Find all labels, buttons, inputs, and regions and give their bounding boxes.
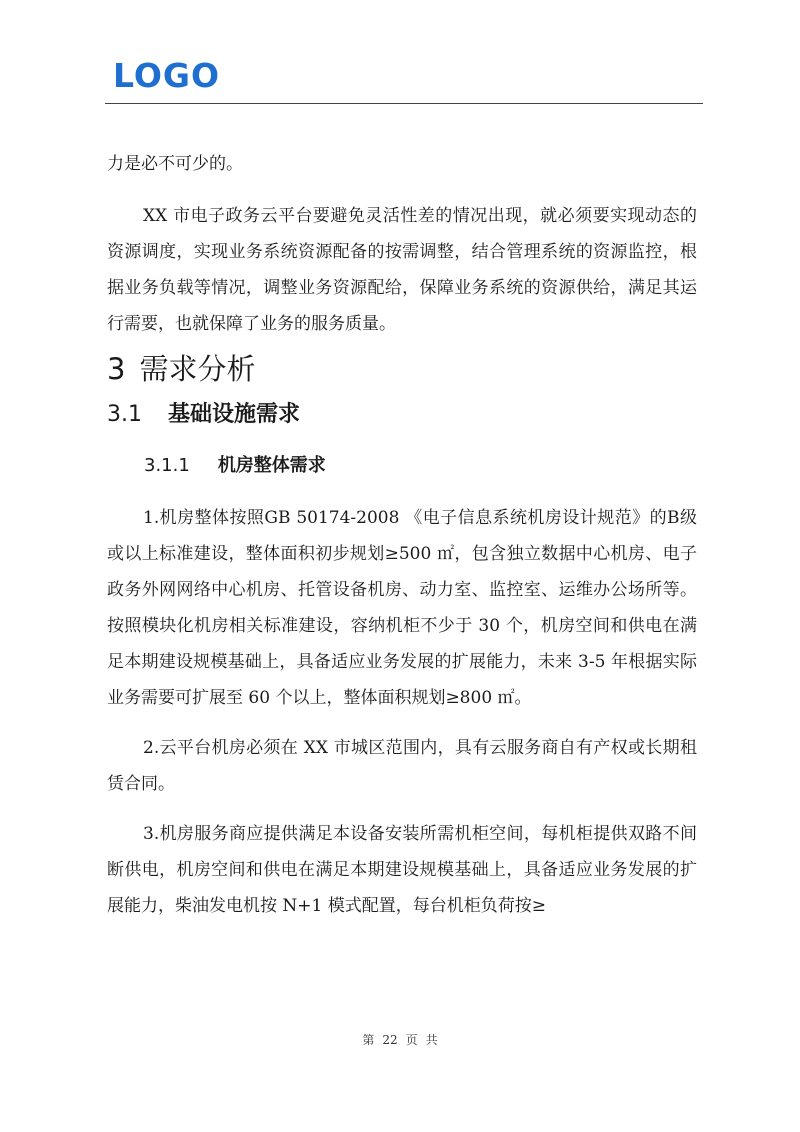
intro-paragraph-2: XX 市电子政务云平台要避免灵活性差的情况出现，就必须要实现动态的资源调度，实现业务系统资源配备的按需调整，结合管理系统的资源监控，根据业务负载等情况，调整业务资源配给，保障业务系统的资源供给，满足其运行需要，也就保障了业务的服务质量。 [107, 206, 697, 334]
company-logo: LOGO [113, 56, 221, 95]
header-divider [105, 103, 703, 104]
heading-level-1 [107, 350, 255, 388]
heading-level-2 [107, 400, 300, 430]
section-paragraph-3: 3.机房服务商应提供满足本设备安装所需机柜空间，每机柜提供双路不间断供电，机房空间和供电在满足本期建设规模基础上，具备适应业务发展的扩展能力，柴油发电机按 N+1 模式配置，每台机柜负荷按≥ [107, 824, 697, 916]
footer-suffix: 共 [425, 1033, 438, 1047]
heading-1-text: 需求分析 [139, 352, 256, 386]
heading-3-number: 3.1.1 [144, 455, 190, 476]
heading-level-3 [144, 452, 326, 480]
heading-3-text: 机房整体需求 [217, 455, 326, 476]
page-number: 22 [382, 1033, 398, 1047]
page-footer [0, 1032, 800, 1048]
heading-2-number: 3.1 [107, 402, 142, 427]
heading-2-text: 基础设施需求 [168, 402, 301, 427]
heading-1-number: 3 [107, 352, 126, 386]
section-body [107, 500, 697, 924]
intro-block [107, 146, 697, 342]
section-paragraph-1: 1.机房整体按照GB 50174-2008 《电子信息系统机房设计规范》的B级或以上标准建设，整体面积初步规划≥500 ㎡，包含独立数据中心机房、电子政务外网网络中心机房、托管设备机房、动力室、监控室、运维办公场所等。按照模块化机房相关标准建设，容纳机柜不少于 30 个，机房空间和供电在满足本期建设规模基础上，具备适应业务发展的扩展能力，未来 3-5 年根据实际业务需要可扩展至 60 个以上，整体面积规划≥800 ㎡。 [107, 508, 697, 708]
footer-prefix: 第 [362, 1033, 375, 1047]
intro-paragraph-1: 力是必不可少的。 [107, 154, 243, 174]
footer-unit: 页 [405, 1033, 418, 1047]
section-paragraph-2: 2.云平台机房必须在 XX 市城区范围内，具有云服务商自有产权或长期租赁合同。 [107, 738, 697, 794]
